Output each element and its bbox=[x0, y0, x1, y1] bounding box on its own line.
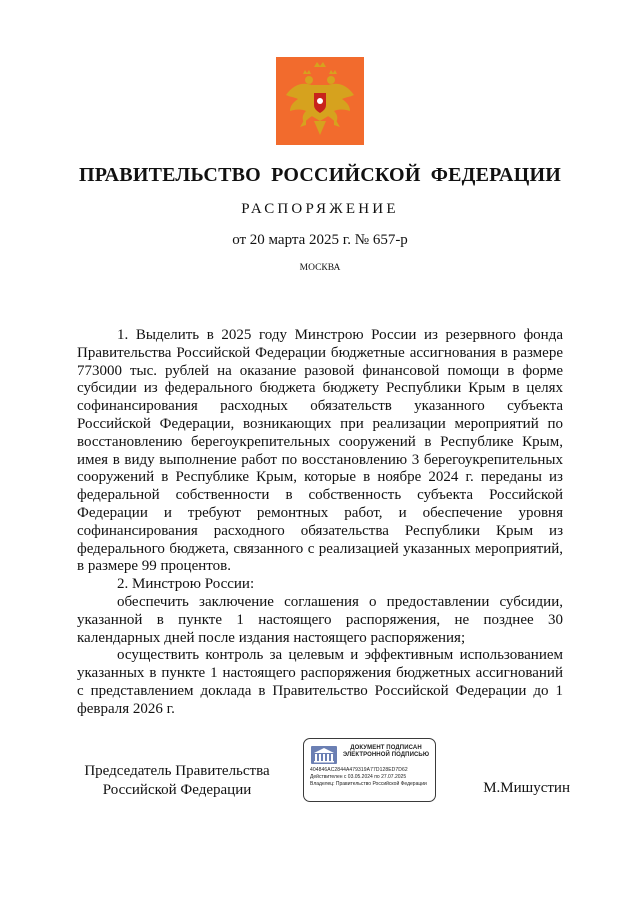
signatory-position-line2: Российской Федерации bbox=[102, 781, 252, 798]
government-title: ПРАВИТЕЛЬСТВО РОССИЙСКОЙ ФЕДЕРАЦИИ bbox=[79, 164, 561, 186]
electronic-signature-stamp bbox=[303, 738, 436, 802]
paragraph-3: обеспечить заключение соглашения о предоставлении субсидии, указанной в пункте 1 настоящего распоряжения, не позднее 30 календарных дней после издания настоящего распоряжения; bbox=[77, 593, 563, 646]
document-type: РАСПОРЯЖЕНИЕ bbox=[241, 201, 399, 217]
signatory-name: М.Мишустин bbox=[483, 780, 570, 796]
stamp-owner: Владелец: Правительство Российской Федерации bbox=[310, 781, 427, 787]
paragraph-1: 1. Выделить в 2025 году Минстрою России из резервного фонда Правительства Российской Федерации бюджетные ассигнования в размере 773000 тыс. рублей на оказание разовой финансовой помощи в форме субсидии из федерального бюджета бюджету Республики Крым в целях софинансирования расходных обязательств указанного субъекта Российской Федерации, возникающих при реализации мероприятий по восстановлению берегоукрепительных сооружений в Республике Крым, имея в виду выполнение работ по восстановлению 3 берегоукрепительных сооружений в Республике Крым, которые в ноябре 2024 г. переданы из федеральной собственности в собственность субъекта Российской Федерации и требуют ремонтных работ, и обеспечение уровня софинансирования расходного обязательства Республики Крым из федерального бюджета, связанного с реализацией указанных мероприятий, в размере 99 процентов. bbox=[77, 327, 563, 575]
paragraph-2: 2. Минстрою России: bbox=[117, 576, 255, 593]
signatory-position bbox=[77, 762, 277, 799]
stamp-validity: Действителен с 03.05.2024 по 27.07.2025 bbox=[310, 774, 407, 780]
stamp-title-line2: ЭЛЕКТРОННОЙ ПОДПИСЬЮ bbox=[342, 752, 430, 758]
russian-coat-of-arms-icon bbox=[276, 57, 364, 145]
signatory-position-line1: Председатель Правительства bbox=[84, 763, 270, 779]
document-body bbox=[77, 327, 563, 719]
document-city: МОСКВА bbox=[299, 263, 341, 273]
coat-of-arms-emblem bbox=[276, 57, 364, 145]
government-building-icon bbox=[310, 745, 338, 765]
paragraph-4: осуществить контроль за целевым и эффективным использованием указанных в пункте 1 настоящего распоряжения бюджетных ассигнований с представлением доклада в Правительство Российской Федерации до 1 февраля 2026 г. bbox=[77, 647, 563, 717]
stamp-title bbox=[340, 745, 432, 759]
document-date-number: от 20 марта 2025 г. № 657-р bbox=[232, 232, 408, 248]
stamp-certificate: 404846AC2844A479319A77D128ED7D62 bbox=[310, 767, 408, 773]
stamp-title-line1: ДОКУМЕНТ ПОДПИСАН bbox=[350, 745, 422, 751]
